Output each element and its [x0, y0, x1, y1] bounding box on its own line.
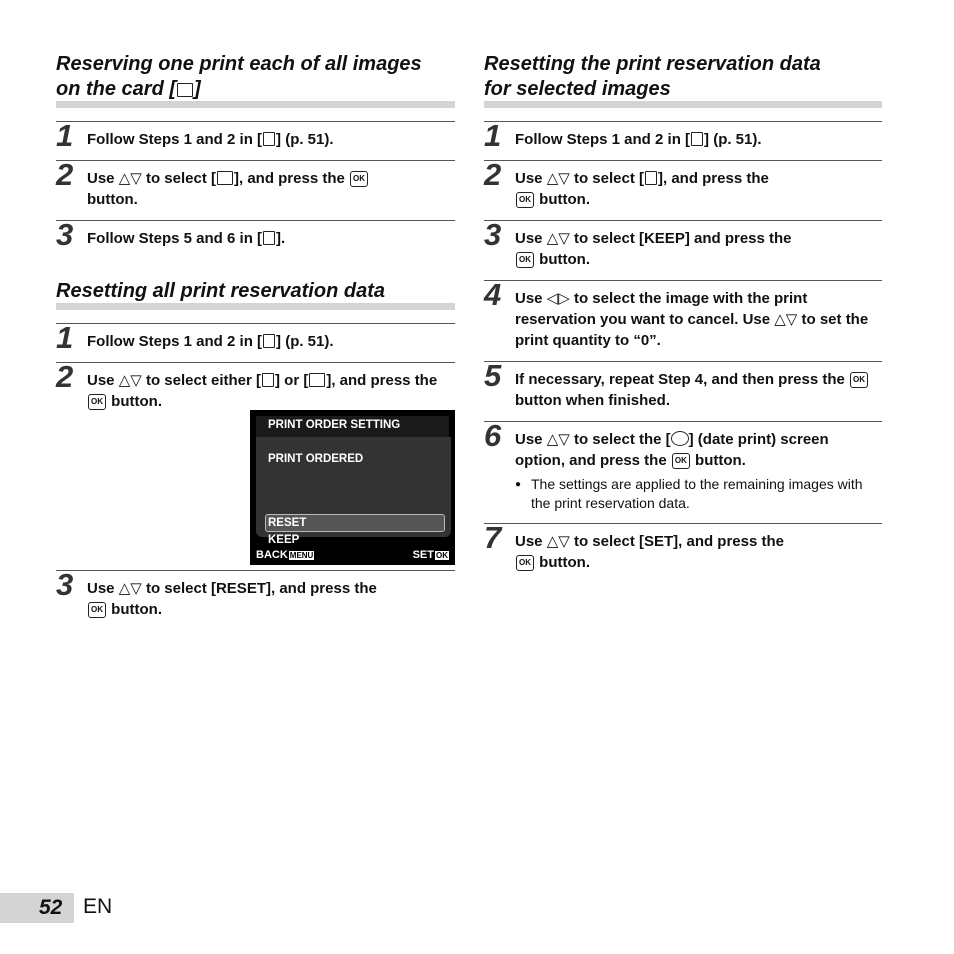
- step-6: 6 Use △▽ to select the [ ] (date print) screen option, and press the OK button. ● The settings are applied to the remaining images with the print reservation data.: [484, 421, 882, 523]
- step-3: 3 Follow Steps 5 and 6 in [ ].: [56, 220, 455, 259]
- ok-button-icon: OK: [88, 394, 106, 410]
- screen-menu: [256, 437, 451, 546]
- print-icon: [691, 132, 703, 146]
- print-icon: [263, 132, 275, 146]
- step-2: 2 Use △▽ to select [ ], and press the OK button.: [484, 160, 882, 220]
- step-4: 4 Use ◁▷ to select the image with the print reservation you want to cancel. Use △▽ to set the print quantity to “0”.: [484, 280, 882, 361]
- step-1: 1 Follow Steps 1 and 2 in [ ] (p. 51).: [56, 323, 455, 362]
- step-2: 2 Use △▽ to select either [ ] or [ ], and press the OK button.: [56, 362, 455, 570]
- print-icon: [263, 231, 275, 245]
- menu-tag: MENU: [289, 551, 314, 560]
- menu-option-keep: KEEP: [268, 534, 300, 546]
- left-right-arrows-icon: ◁▷: [546, 290, 570, 307]
- screen-set-label: SET OK: [412, 549, 448, 561]
- ok-button-icon: OK: [88, 602, 106, 618]
- step-1: 1 Follow Steps 1 and 2 in [ ] (p. 51).: [56, 121, 455, 160]
- screen-back-label: BACK MENU: [256, 549, 314, 561]
- print-all-icon: [177, 83, 193, 97]
- screen-header: PRINT ORDER SETTING: [256, 416, 449, 437]
- up-down-arrows-icon: △▽: [118, 372, 142, 389]
- camera-screen: [250, 410, 455, 565]
- section-title-reserve-all: Reserving one print each of all images on the card [ ]: [56, 52, 455, 102]
- up-down-arrows-icon: △▽: [774, 311, 798, 328]
- menu-option-reset: RESET: [265, 514, 445, 532]
- step-5: 5 If necessary, repeat Step 4, and then press the OK button when finished.: [484, 361, 882, 421]
- ok-button-icon: OK: [672, 453, 690, 469]
- steps-reset-selected: [484, 118, 882, 583]
- ok-tag: OK: [436, 551, 448, 560]
- ok-button-icon: OK: [350, 171, 368, 187]
- title-underline: [484, 101, 882, 108]
- print-icon: [263, 334, 275, 348]
- print-all-icon: [309, 373, 325, 387]
- clock-icon: [671, 431, 689, 446]
- up-down-arrows-icon: △▽: [546, 431, 570, 448]
- up-down-arrows-icon: △▽: [546, 230, 570, 247]
- language-label: EN: [83, 895, 113, 918]
- title-underline: [56, 101, 455, 108]
- right-column: [484, 52, 882, 603]
- print-icon: [645, 171, 657, 185]
- print-all-icon: [217, 171, 233, 185]
- ok-button-icon: OK: [516, 192, 534, 208]
- steps-reserve-all: [56, 118, 455, 259]
- print-icon: [262, 373, 274, 387]
- menu-option-print-ordered: PRINT ORDERED: [268, 453, 364, 465]
- ok-button-icon: OK: [850, 372, 868, 388]
- up-down-arrows-icon: △▽: [118, 580, 142, 597]
- step-7: 7 Use △▽ to select [SET], and press the OK button.: [484, 523, 882, 583]
- up-down-arrows-icon: △▽: [118, 170, 142, 187]
- page-number-tab: [0, 893, 74, 923]
- up-down-arrows-icon: △▽: [546, 170, 570, 187]
- section-title-reset-selected: Resetting the print reservation data for selected images: [484, 52, 882, 102]
- ok-button-icon: OK: [516, 252, 534, 268]
- up-down-arrows-icon: △▽: [546, 533, 570, 550]
- step-2: 2 Use △▽ to select [ ], and press the OK button.: [56, 160, 455, 220]
- page-number: 52: [39, 896, 63, 919]
- ok-button-icon: OK: [516, 555, 534, 571]
- section-title-reset-all: Resetting all print reservation data: [56, 279, 455, 304]
- step-3: 3 Use △▽ to select [KEEP] and press the OK button.: [484, 220, 882, 280]
- note-bullet: ● The settings are applied to the remaining images with the print reservation data.: [515, 475, 882, 513]
- step-3: 3 Use △▽ to select [RESET], and press the OK button.: [56, 570, 455, 630]
- title-underline: [56, 303, 455, 310]
- step-1: 1 Follow Steps 1 and 2 in [ ] (p. 51).: [484, 121, 882, 160]
